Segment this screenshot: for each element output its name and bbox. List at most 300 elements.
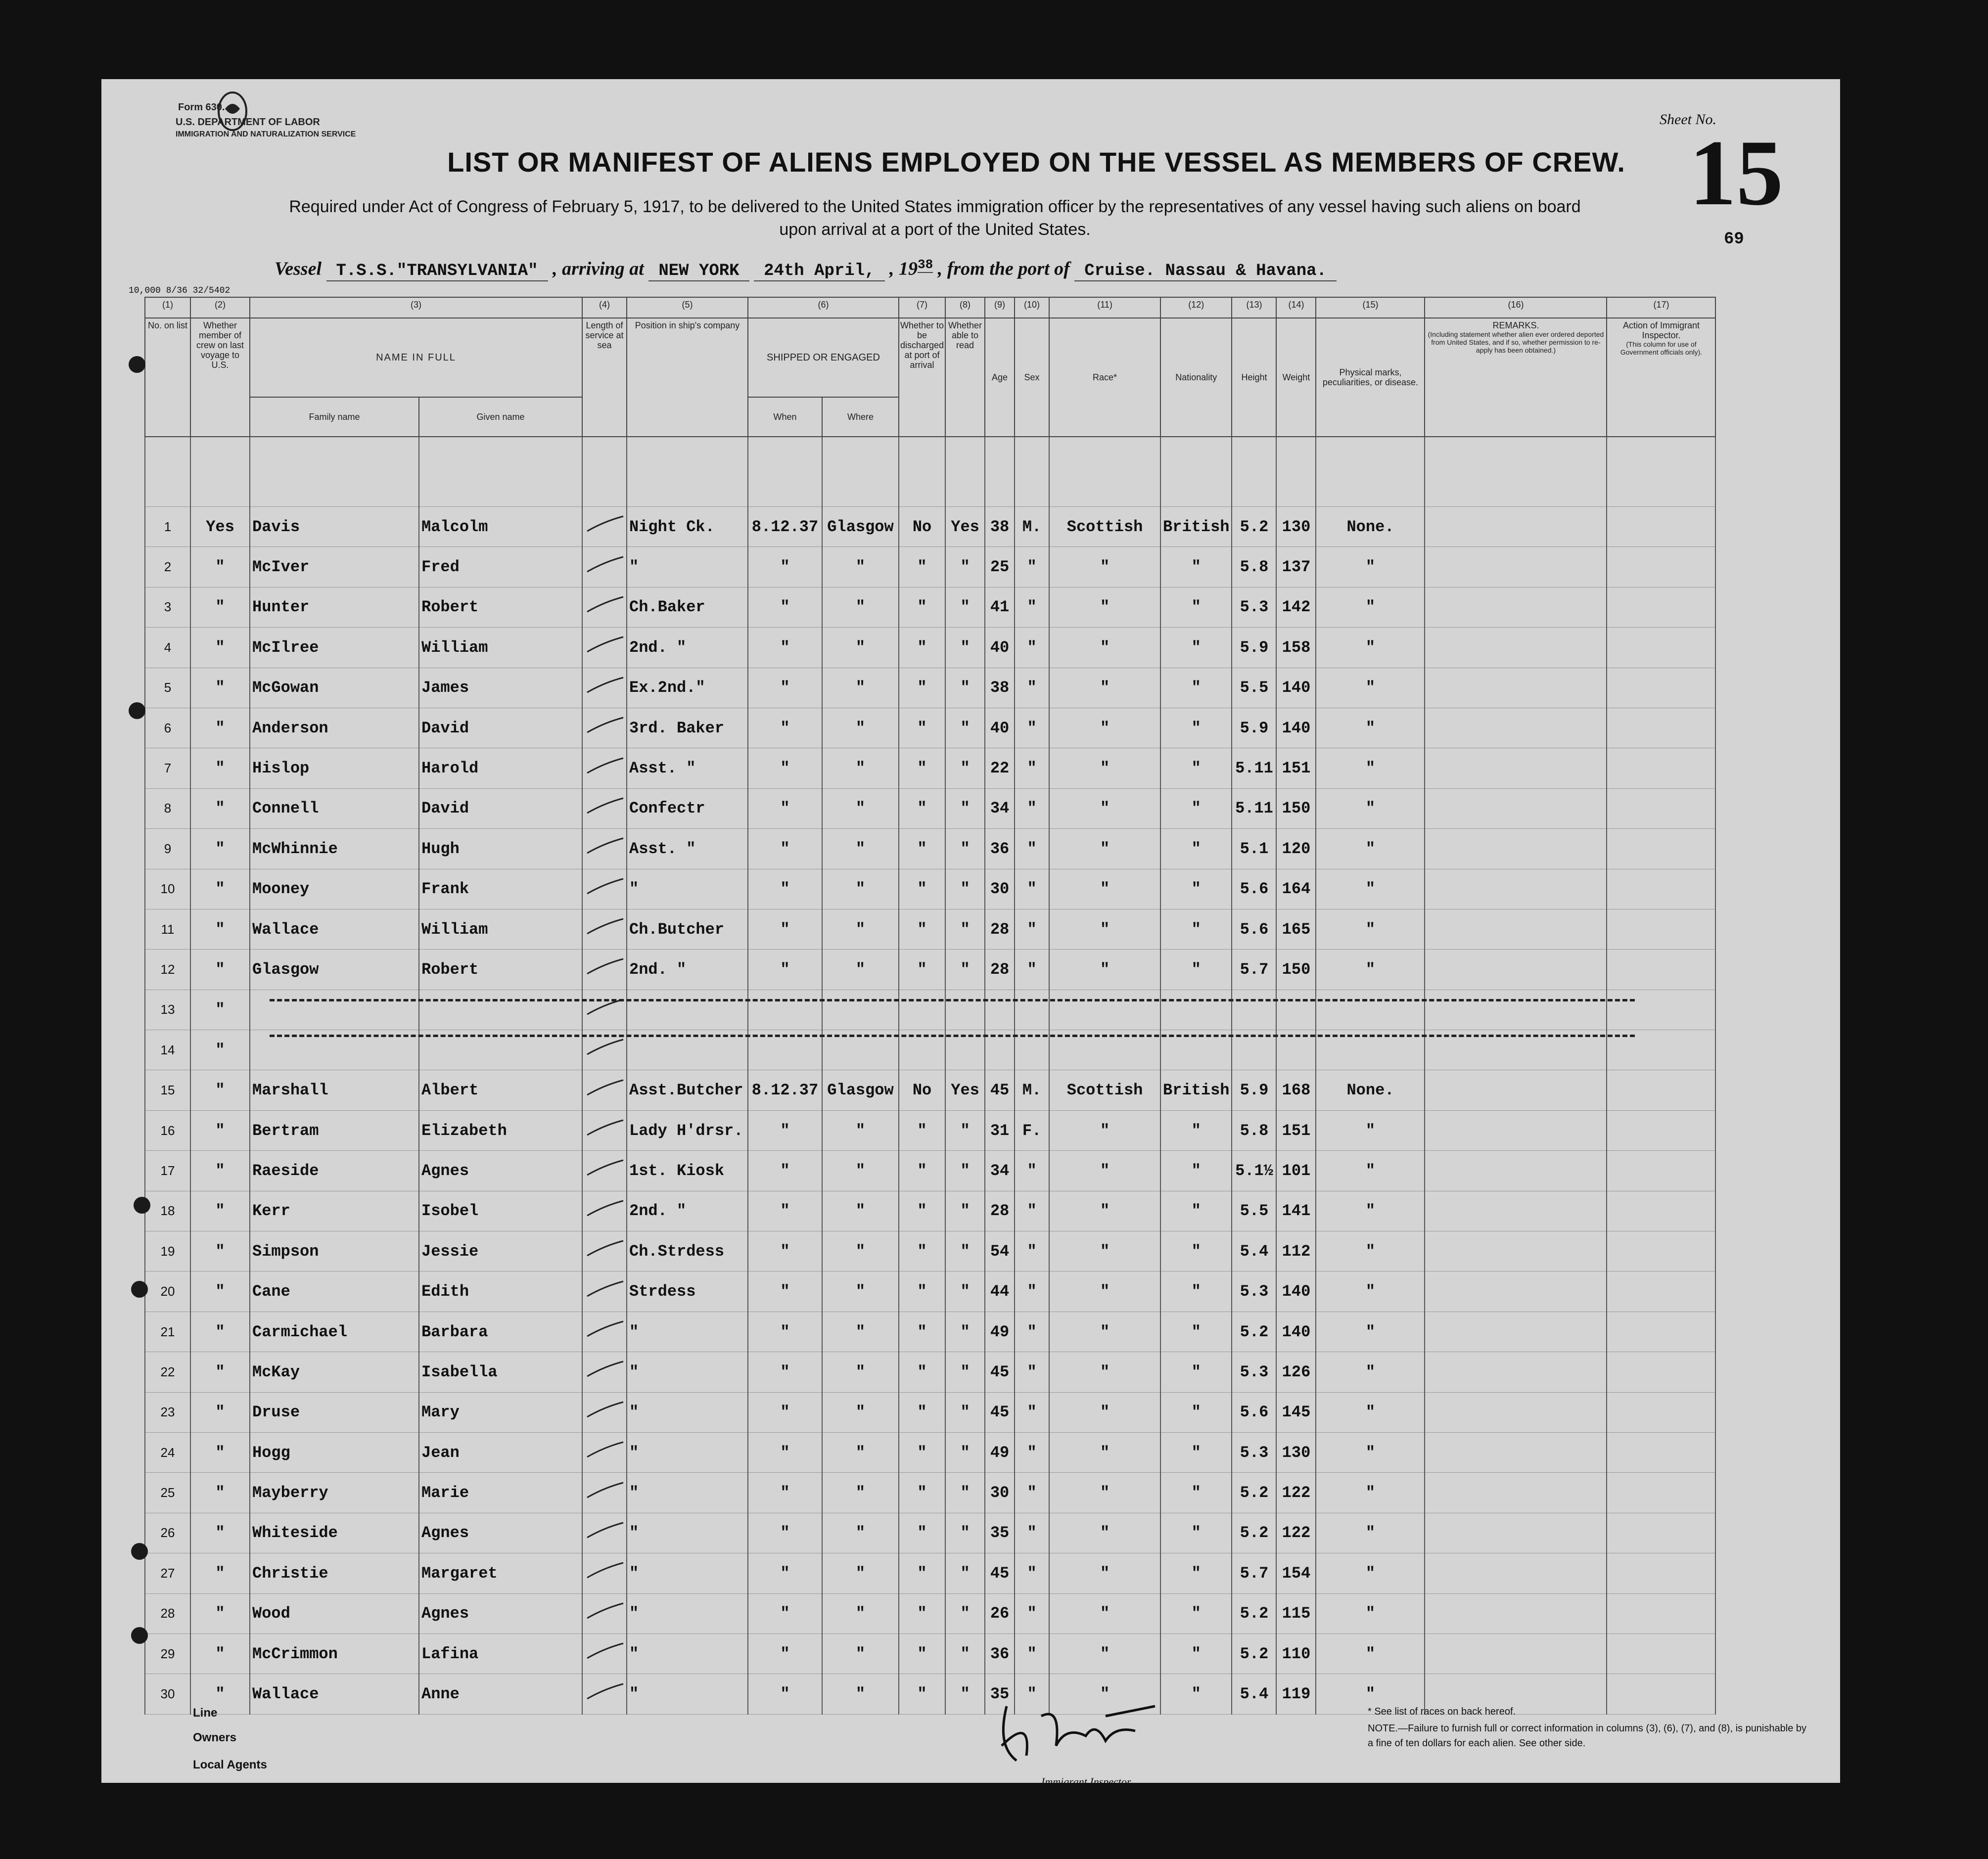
sheet-number: 15 — [1689, 121, 1783, 225]
remarks — [1425, 1110, 1607, 1150]
header-length-of-service: Length of service at sea — [582, 318, 627, 437]
header-member-last-voyage: Whether member of crew on last voyage to U.S. — [190, 318, 250, 437]
sex: " — [1015, 1432, 1049, 1472]
race: " — [1049, 1110, 1160, 1150]
position: Asst. " — [627, 748, 748, 788]
shipped-where: " — [822, 1593, 899, 1633]
member-last-voyage: " — [190, 708, 250, 748]
row-number: 29 — [145, 1633, 190, 1674]
table-row — [145, 1432, 1715, 1472]
inspector-action — [1607, 547, 1715, 587]
weight: 164 — [1276, 869, 1316, 909]
header-shipped-engaged: SHIPPED OR ENGAGED — [748, 318, 899, 397]
height: 5.3 — [1232, 1432, 1276, 1472]
nationality: " — [1160, 1392, 1232, 1432]
race: " — [1049, 587, 1160, 627]
age: 40 — [985, 628, 1015, 668]
given-name: Hugh — [419, 829, 582, 869]
inspector-action — [1607, 1271, 1715, 1312]
height: 5.11 — [1232, 788, 1276, 828]
height: 5.9 — [1232, 628, 1276, 668]
page-subtitle: Required under Act of Congress of February 5, 1917, to be delivered to the United States immigration officer by the representatives of any vessel having such aliens on board upon arrival at a port of the United States. — [289, 197, 1581, 239]
remarks — [1425, 1352, 1607, 1392]
given-name: Harold — [419, 748, 582, 788]
race: " — [1049, 628, 1160, 668]
member-last-voyage: " — [190, 668, 250, 708]
weight: 165 — [1276, 909, 1316, 949]
height: 5.9 — [1232, 1070, 1276, 1110]
family-name: Mooney — [250, 869, 419, 909]
inspector-action — [1607, 1312, 1715, 1352]
height: 5.3 — [1232, 1352, 1276, 1392]
remarks — [1425, 748, 1607, 788]
to-be-discharged: " — [899, 668, 945, 708]
sex: " — [1015, 1513, 1049, 1553]
able-to-read: " — [945, 1151, 985, 1191]
family-name: Wallace — [250, 1674, 419, 1714]
race: " — [1049, 1553, 1160, 1593]
service-tick-mark — [585, 1481, 624, 1500]
position: Ch.Strdess — [627, 1231, 748, 1271]
member-last-voyage: " — [190, 547, 250, 587]
family-name — [250, 990, 419, 1030]
shipped-when: " — [748, 748, 822, 788]
age: 26 — [985, 1593, 1015, 1633]
shipped-where: " — [822, 1674, 899, 1714]
physical-marks: " — [1316, 708, 1425, 748]
shipped-where: " — [822, 1312, 899, 1352]
member-last-voyage: " — [190, 950, 250, 990]
header-discharged: Whether to be discharged at port of arrival — [899, 318, 945, 437]
weight: 122 — [1276, 1513, 1316, 1553]
header-position: Position in ship's company — [627, 318, 748, 437]
given-name: Robert — [419, 950, 582, 990]
physical-marks: " — [1316, 1593, 1425, 1633]
given-name: Isobel — [419, 1191, 582, 1231]
remarks — [1425, 1312, 1607, 1352]
remarks — [1425, 990, 1607, 1030]
service-tick-mark — [585, 1078, 624, 1098]
height: 5.3 — [1232, 1271, 1276, 1312]
family-name: Bertram — [250, 1110, 419, 1150]
remarks — [1425, 1151, 1607, 1191]
sex: " — [1015, 1674, 1049, 1714]
height: 5.2 — [1232, 1513, 1276, 1553]
able-to-read: " — [945, 950, 985, 990]
age: 30 — [985, 869, 1015, 909]
arrival-date: 24th April, — [754, 262, 884, 281]
age: 22 — [985, 748, 1015, 788]
service-tick-mark — [585, 1561, 624, 1581]
race: " — [1049, 1513, 1160, 1553]
able-to-read — [945, 990, 985, 1030]
able-to-read: " — [945, 1553, 985, 1593]
race: " — [1049, 547, 1160, 587]
race: " — [1049, 1674, 1160, 1714]
nationality: " — [1160, 788, 1232, 828]
table-row — [145, 869, 1715, 909]
given-name: William — [419, 628, 582, 668]
position: " — [627, 1593, 748, 1633]
member-last-voyage: Yes — [190, 507, 250, 547]
nationality: " — [1160, 1553, 1232, 1593]
row-number: 23 — [145, 1392, 190, 1432]
member-last-voyage: " — [190, 1110, 250, 1150]
height: 5.1 — [1232, 829, 1276, 869]
line-label: Line — [193, 1706, 218, 1720]
family-name: McWhinnie — [250, 829, 419, 869]
race: " — [1049, 1352, 1160, 1392]
position: " — [627, 1432, 748, 1472]
inspector-action — [1607, 507, 1715, 547]
shipped-when: " — [748, 1674, 822, 1714]
race: " — [1049, 869, 1160, 909]
age: 38 — [985, 507, 1015, 547]
length-of-service — [582, 1392, 627, 1432]
age: 30 — [985, 1473, 1015, 1513]
length-of-service — [582, 1231, 627, 1271]
able-to-read: " — [945, 869, 985, 909]
physical-marks: " — [1316, 1271, 1425, 1312]
service-tick-mark — [585, 917, 624, 937]
position: " — [627, 547, 748, 587]
able-to-read: " — [945, 788, 985, 828]
position: 2nd. " — [627, 628, 748, 668]
race: " — [1049, 1593, 1160, 1633]
to-be-discharged: " — [899, 1110, 945, 1150]
nationality: " — [1160, 547, 1232, 587]
remarks — [1425, 587, 1607, 627]
member-last-voyage: " — [190, 1070, 250, 1110]
binder-hole — [131, 1627, 148, 1644]
able-to-read: " — [945, 1191, 985, 1231]
nationality: British — [1160, 1070, 1232, 1110]
service-tick-mark — [585, 716, 624, 735]
service-tick-mark — [585, 1239, 624, 1259]
remarks — [1425, 829, 1607, 869]
shipped-when: " — [748, 708, 822, 748]
shipped-when: " — [748, 587, 822, 627]
height: 5.4 — [1232, 1231, 1276, 1271]
table-row — [145, 909, 1715, 949]
header-no-on-list: No. on list — [145, 318, 190, 437]
family-name: Connell — [250, 788, 419, 828]
nationality: " — [1160, 909, 1232, 949]
header-when: When — [748, 397, 822, 437]
shipped-when: " — [748, 950, 822, 990]
table-row — [145, 829, 1715, 869]
length-of-service — [582, 708, 627, 748]
inspector-action — [1607, 628, 1715, 668]
shipped-when: " — [748, 1553, 822, 1593]
age: 28 — [985, 909, 1015, 949]
col-num-16: (16) — [1425, 297, 1607, 318]
service-tick-mark — [585, 1440, 624, 1460]
service-tick-mark — [585, 1038, 624, 1057]
age: 45 — [985, 1070, 1015, 1110]
height: 5.6 — [1232, 1392, 1276, 1432]
table-row — [145, 708, 1715, 748]
member-last-voyage: " — [190, 1674, 250, 1714]
able-to-read: Yes — [945, 1070, 985, 1110]
inspector-action — [1607, 1070, 1715, 1110]
shipped-when: " — [748, 628, 822, 668]
remarks — [1425, 628, 1607, 668]
physical-marks: " — [1316, 668, 1425, 708]
age: 40 — [985, 708, 1015, 748]
nationality: " — [1160, 1312, 1232, 1352]
nationality: " — [1160, 950, 1232, 990]
table-header — [145, 297, 1715, 437]
height: 5.11 — [1232, 748, 1276, 788]
race: " — [1049, 1432, 1160, 1472]
row-number: 8 — [145, 788, 190, 828]
length-of-service — [582, 1432, 627, 1472]
col-num-4: (4) — [582, 297, 627, 318]
age: 44 — [985, 1271, 1015, 1312]
physical-marks: " — [1316, 1674, 1425, 1714]
inspector-action — [1607, 1352, 1715, 1392]
header-action-note: (This column for use of Government officials only). — [1620, 340, 1703, 356]
row-number: 6 — [145, 708, 190, 748]
age: 45 — [985, 1352, 1015, 1392]
sex: F. — [1015, 1110, 1049, 1150]
sheet-label: Sheet No. — [1660, 111, 1716, 128]
physical-marks: None. — [1316, 1070, 1425, 1110]
able-to-read: " — [945, 909, 985, 949]
sex: " — [1015, 1553, 1049, 1593]
sex: " — [1015, 1191, 1049, 1231]
inspector-signature — [987, 1686, 1185, 1773]
header-where: Where — [822, 397, 899, 437]
weight: 141 — [1276, 1191, 1316, 1231]
shipped-where: " — [822, 1432, 899, 1472]
service-tick-mark — [585, 1199, 624, 1219]
sex: " — [1015, 1151, 1049, 1191]
weight: 140 — [1276, 708, 1316, 748]
given-name: Mary — [419, 1392, 582, 1432]
row-number: 15 — [145, 1070, 190, 1110]
member-last-voyage: " — [190, 1553, 250, 1593]
race: " — [1049, 748, 1160, 788]
race: " — [1049, 788, 1160, 828]
length-of-service — [582, 950, 627, 990]
inspector-action — [1607, 668, 1715, 708]
weight: 122 — [1276, 1473, 1316, 1513]
shipped-when: " — [748, 668, 822, 708]
shipped-when: " — [748, 869, 822, 909]
weight — [1276, 990, 1316, 1030]
position: 1st. Kiosk — [627, 1151, 748, 1191]
height — [1232, 990, 1276, 1030]
col-num-3: (3) — [250, 297, 582, 318]
able-to-read: " — [945, 1513, 985, 1553]
weight: 151 — [1276, 748, 1316, 788]
service-tick-mark — [585, 1118, 624, 1138]
shipped-where: " — [822, 869, 899, 909]
family-name: McGowan — [250, 668, 419, 708]
able-to-read: " — [945, 1231, 985, 1271]
shipped-where: " — [822, 829, 899, 869]
inspector-action — [1607, 708, 1715, 748]
table-row — [145, 1312, 1715, 1352]
physical-marks: " — [1316, 628, 1425, 668]
length-of-service — [582, 869, 627, 909]
from-label: , from the port of — [937, 258, 1070, 279]
inspector-action — [1607, 1553, 1715, 1593]
table-row — [145, 1513, 1715, 1553]
age: 49 — [985, 1312, 1015, 1352]
nationality: " — [1160, 1674, 1232, 1714]
sex: " — [1015, 1473, 1049, 1513]
length-of-service — [582, 1312, 627, 1352]
col-num-9: (9) — [985, 297, 1015, 318]
race: " — [1049, 1473, 1160, 1513]
shipped-where: " — [822, 547, 899, 587]
remarks — [1425, 1432, 1607, 1472]
member-last-voyage: " — [190, 1473, 250, 1513]
row-number: 20 — [145, 1271, 190, 1312]
table-body — [145, 437, 1715, 1714]
local-agents-label: Local Agents — [193, 1758, 267, 1771]
length-of-service — [582, 1513, 627, 1553]
position: Confectr — [627, 788, 748, 828]
sex: " — [1015, 869, 1049, 909]
service-tick-mark — [585, 1400, 624, 1420]
member-last-voyage: " — [190, 909, 250, 949]
given-name: James — [419, 668, 582, 708]
inspector-label: Immigrant Inspector. — [1041, 1775, 1133, 1788]
able-to-read: " — [945, 1674, 985, 1714]
family-name: McIlree — [250, 628, 419, 668]
given-name — [419, 990, 582, 1030]
shipped-where: " — [822, 1473, 899, 1513]
weight: 150 — [1276, 950, 1316, 990]
table-row — [145, 547, 1715, 587]
table-row — [145, 1352, 1715, 1392]
sheet-sub-number: 69 — [1724, 230, 1744, 249]
given-name: Barbara — [419, 1312, 582, 1352]
member-last-voyage: " — [190, 1352, 250, 1392]
height: 5.2 — [1232, 1593, 1276, 1633]
able-to-read: " — [945, 547, 985, 587]
position: Night Ck. — [627, 507, 748, 547]
able-to-read: " — [945, 1110, 985, 1150]
service-tick-mark — [585, 796, 624, 816]
col-num-17: (17) — [1607, 297, 1715, 318]
age — [985, 990, 1015, 1030]
race — [1049, 990, 1160, 1030]
to-be-discharged: " — [899, 1473, 945, 1513]
shipped-when: " — [748, 1392, 822, 1432]
shipped-where — [822, 990, 899, 1030]
shipped-when: " — [748, 1513, 822, 1553]
remarks — [1425, 788, 1607, 828]
physical-marks: " — [1316, 788, 1425, 828]
given-name: Agnes — [419, 1151, 582, 1191]
service-tick-mark — [585, 1279, 624, 1299]
weight: 158 — [1276, 628, 1316, 668]
header-family-name: Family name — [250, 397, 419, 437]
binder-hole — [131, 1281, 148, 1298]
to-be-discharged: " — [899, 587, 945, 627]
remarks — [1425, 1473, 1607, 1513]
row-number: 24 — [145, 1432, 190, 1472]
weight: 140 — [1276, 668, 1316, 708]
page-title: LIST OR MANIFEST OF ALIENS EMPLOYED ON THE VESSEL AS MEMBERS OF CREW. — [447, 146, 1625, 178]
cancelled-row-line — [270, 999, 1635, 1001]
to-be-discharged: " — [899, 1151, 945, 1191]
able-to-read: " — [945, 628, 985, 668]
inspector-action — [1607, 587, 1715, 627]
col-num-2: (2) — [190, 297, 250, 318]
able-to-read: " — [945, 829, 985, 869]
inspector-action — [1607, 1473, 1715, 1513]
able-to-read: " — [945, 1271, 985, 1312]
weight: 130 — [1276, 1432, 1316, 1472]
col-num-15: (15) — [1316, 297, 1425, 318]
race-footnote: * See list of races on back hereof. — [1368, 1706, 1516, 1717]
weight: 142 — [1276, 587, 1316, 627]
row-number: 5 — [145, 668, 190, 708]
service-tick-mark — [585, 676, 624, 695]
family-name: Hogg — [250, 1432, 419, 1472]
given-name: Malcolm — [419, 507, 582, 547]
physical-marks: " — [1316, 1633, 1425, 1674]
given-name: David — [419, 788, 582, 828]
remarks — [1425, 1191, 1607, 1231]
row-number: 2 — [145, 547, 190, 587]
given-name: Margaret — [419, 1553, 582, 1593]
row-number: 13 — [145, 990, 190, 1030]
header-action — [1607, 318, 1715, 437]
remarks — [1425, 1593, 1607, 1633]
to-be-discharged: " — [899, 1191, 945, 1231]
physical-marks: " — [1316, 1553, 1425, 1593]
shipped-where: Glasgow — [822, 1070, 899, 1110]
able-to-read: " — [945, 587, 985, 627]
service-tick-mark — [585, 514, 624, 534]
position: Asst. " — [627, 829, 748, 869]
department-name: U.S. DEPARTMENT OF LABOR — [176, 117, 320, 128]
sex: " — [1015, 950, 1049, 990]
given-name: Lafina — [419, 1633, 582, 1674]
weight: 115 — [1276, 1593, 1316, 1633]
nationality: " — [1160, 1633, 1232, 1674]
shipped-when: " — [748, 1110, 822, 1150]
able-to-read: " — [945, 1432, 985, 1472]
to-be-discharged: No — [899, 1070, 945, 1110]
col-num-5: (5) — [627, 297, 748, 318]
length-of-service — [582, 1473, 627, 1513]
to-be-discharged: " — [899, 1432, 945, 1472]
col-num-10: (10) — [1015, 297, 1049, 318]
race: " — [1049, 708, 1160, 748]
to-be-discharged: " — [899, 708, 945, 748]
header-physical-marks: Physical marks, peculiarities, or disease. — [1316, 318, 1425, 437]
cancelled-row-line — [270, 1035, 1635, 1037]
member-last-voyage: " — [190, 1231, 250, 1271]
vessel-name: T.S.S."TRANSYLVANIA" — [326, 262, 548, 281]
weight: 112 — [1276, 1231, 1316, 1271]
family-name: Anderson — [250, 708, 419, 748]
col-num-7: (7) — [899, 297, 945, 318]
shipped-where: " — [822, 1191, 899, 1231]
shipped-where: " — [822, 1151, 899, 1191]
shipped-when: " — [748, 788, 822, 828]
table-row — [145, 950, 1715, 990]
physical-marks: " — [1316, 1352, 1425, 1392]
